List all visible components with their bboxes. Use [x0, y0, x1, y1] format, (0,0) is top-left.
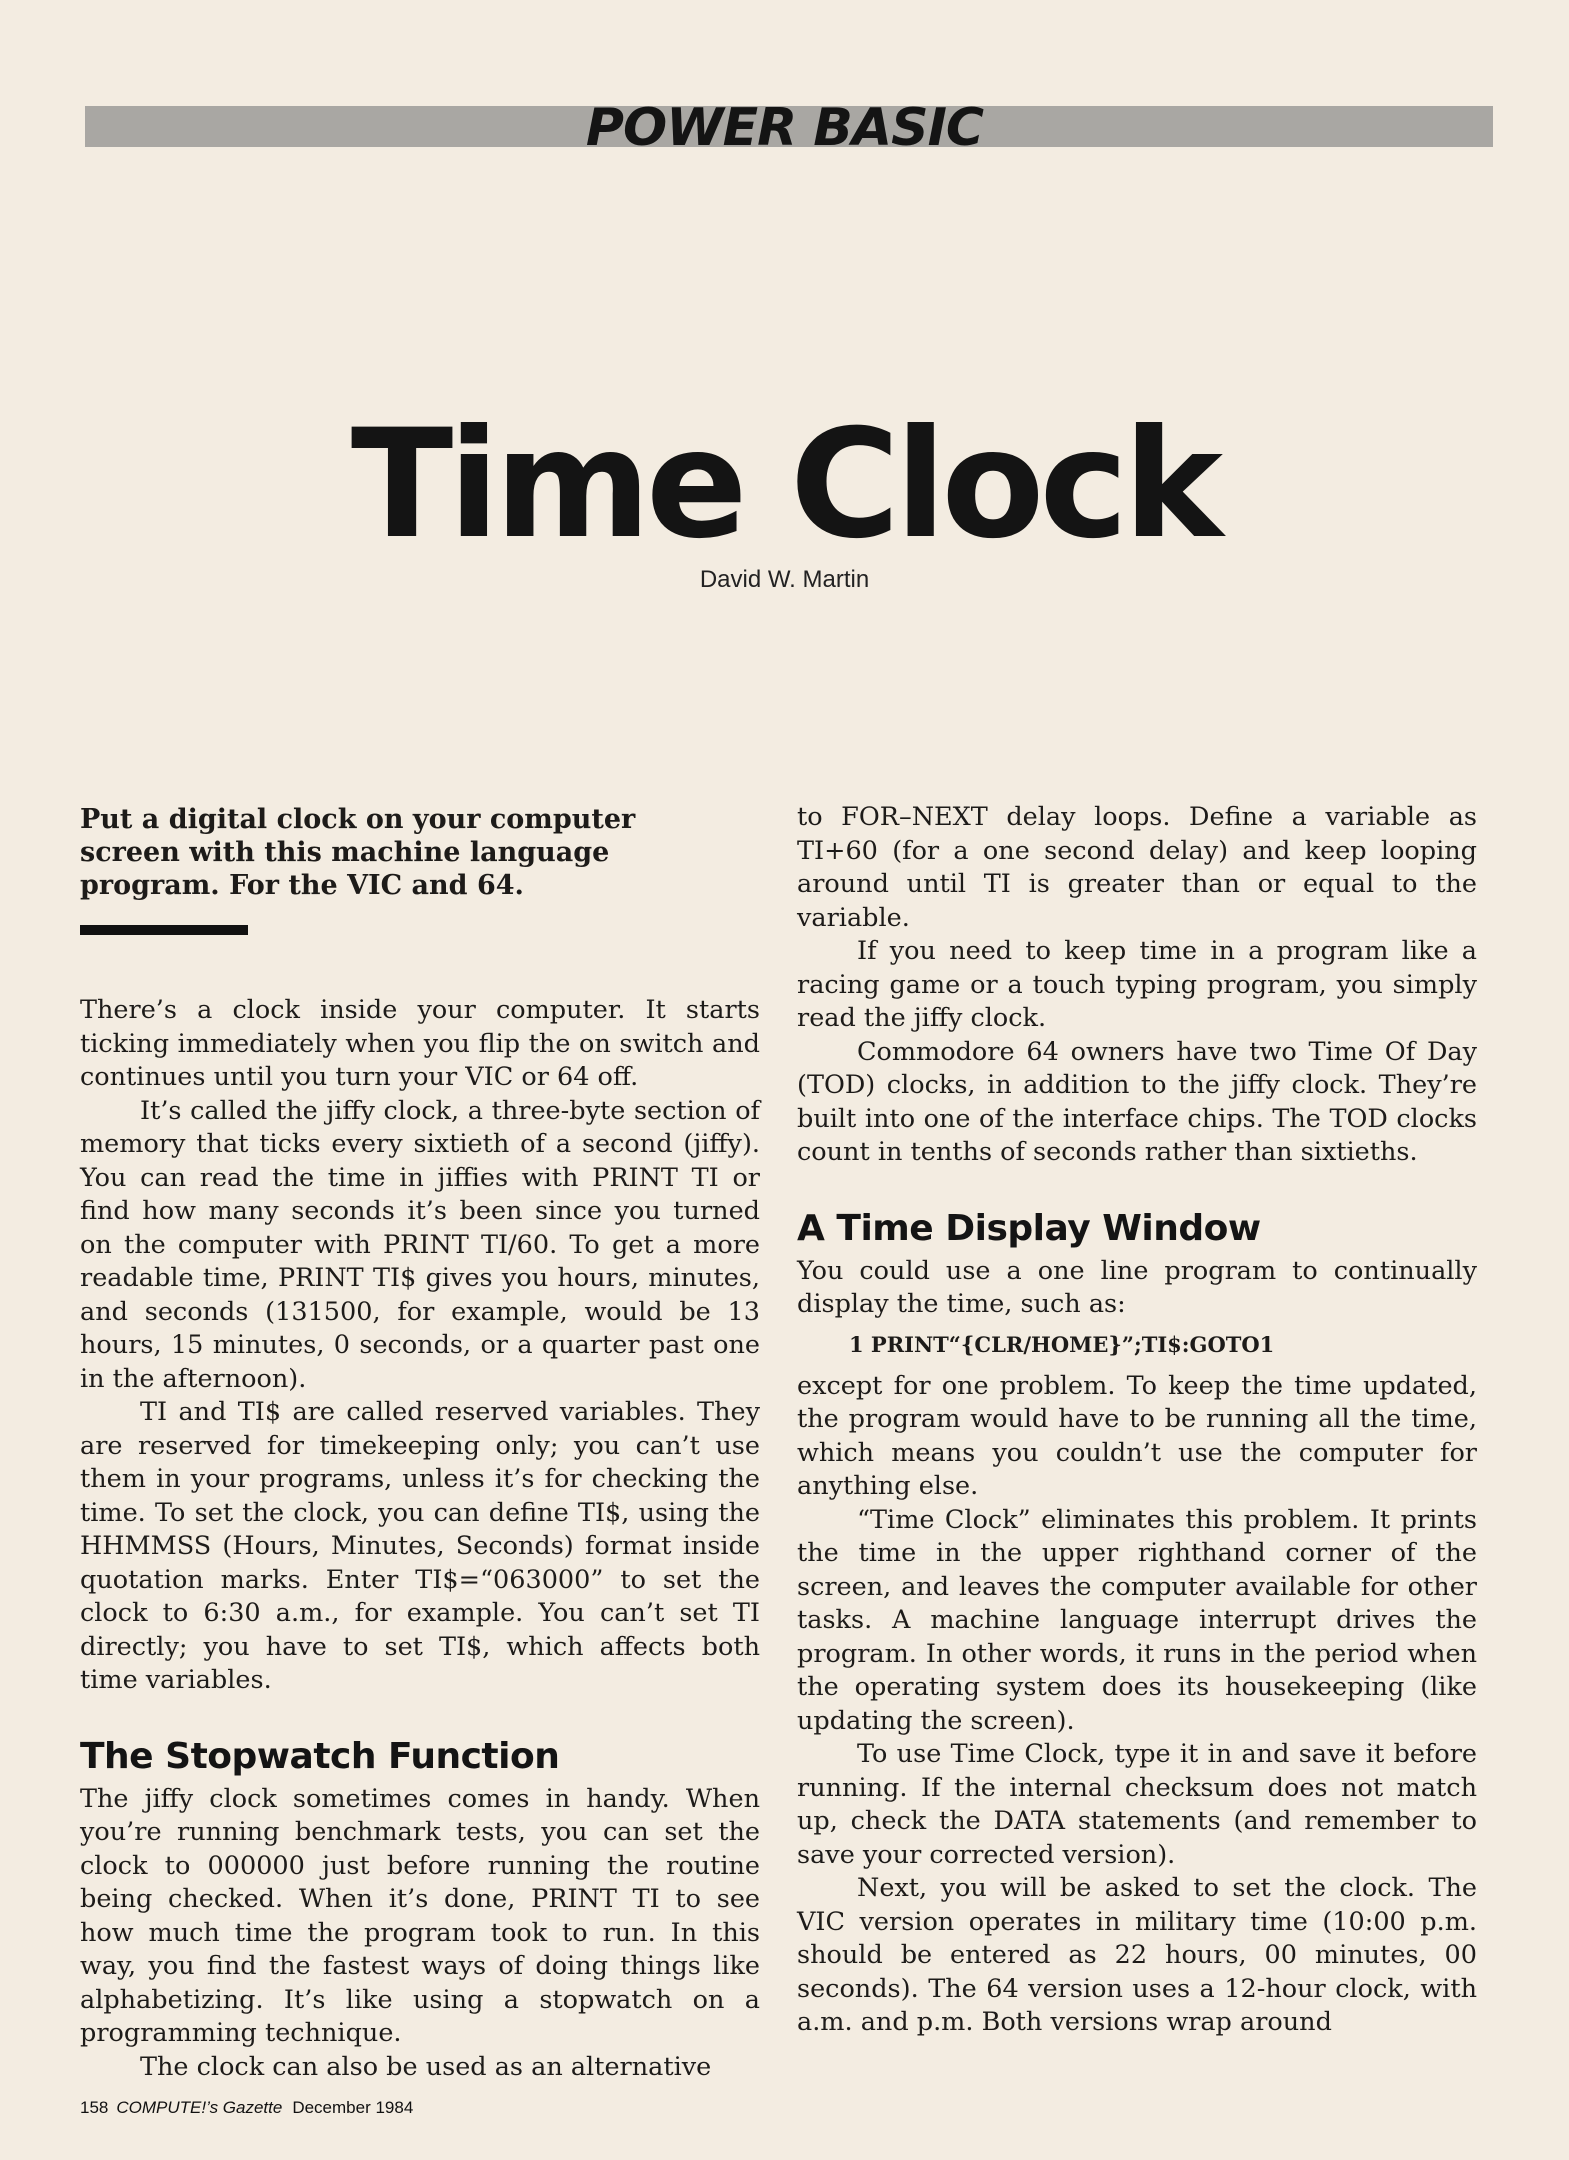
paragraph: except for one problem. To keep the time updated, the program would have to be running all the time, which means you couldn’t use the computer for anything else.	[797, 1370, 1477, 1501]
paragraph: To use Time Clock, type it in and save it before running. If the internal checksum does not match up, check the DATA statements (and remember to save your corrected version).	[797, 1739, 1477, 1870]
code-line: 1 PRINT“{CLR/HOME}”;TI$:GOTO1	[849, 1331, 1275, 1357]
section-heading-window: A Time Display Window	[797, 1207, 1261, 1249]
paragraph: “Time Clock” eliminates this problem. It prints the time in the upper righthand corner of the screen, and leaves the computer available for other tasks. A machine language interrupt drives the program. In other words, it runs in the period when the operating system does its housekeeping (like updating the screen).	[797, 1504, 1477, 1736]
article-title: Time Clock	[350, 398, 1219, 572]
article-lead: Put a digital clock on your computer screen with this machine language program. For the VIC and 64.	[80, 804, 636, 901]
left-column	[80, 994, 760, 2084]
paragraph: to FOR–NEXT delay loops. Define a variable as TI+60 (for a one second delay) and keep looping around until TI is greater than or equal to the variable.	[797, 802, 1477, 933]
paragraph: It’s called the jiffy clock, a three-byte section of memory that ticks every sixtieth of a second (jiffy). You can read the time in jiffies with PRINT TI or find how many seconds it’s been since you turned on the computer with PRINT TI/60. To get a more readable time, PRINT TI$ gives you hours, minutes, and seconds (131500, for example, would be 13 hours, 15 minutes, 0 seconds, or a quarter past one in the afternoon).	[80, 1095, 760, 1394]
paragraph: Next, you will be asked to set the clock. The VIC version operates in military time (10:00 p.m. should be entered as 22 hours, 00 minutes, 00 seconds). The 64 version uses a 12-hour clock, with a.m. and p.m. Both versions wrap around	[797, 1873, 1477, 2037]
paragraph: You could use a one line program to continually display the time, such as:	[797, 1255, 1477, 1319]
lead-rule	[80, 925, 248, 935]
page-number: 158	[80, 2098, 109, 2117]
byline: David W. Martin	[699, 566, 870, 593]
paragraph: Commodore 64 owners have two Time Of Day (TOD) clocks, in addition to the jiffy clock. They’re built into one of the interface chips. The TOD clocks count in tenths of seconds rather than sixtieths.	[797, 1036, 1477, 1167]
paragraph: TI and TI$ are called reserved variables. They are reserved for timekeeping only; you can’t use them in your programs, unless it’s for checking the time. To set the clock, you can define TI$, using the HHMMSS (Hours, Minutes, Seconds) format inside quotation marks. Enter TI$=“063000” to set the clock to 6:30 a.m., for example. You can’t set TI directly; you have to set TI$, which affects both time variables.	[80, 1397, 760, 1695]
magazine-name: COMPUTE!’s Gazette	[116, 2098, 283, 2117]
section-banner-title: POWER BASIC	[585, 98, 984, 158]
paragraph: The clock can also be used as an alternative	[140, 2051, 712, 2082]
issue-date: December 1984	[292, 2098, 414, 2117]
page-footer	[80, 2098, 413, 2118]
paragraph: If you need to keep time in a program like a racing game or a touch typing program, you simply read the jiffy clock.	[797, 936, 1477, 1033]
paragraph: The jiffy clock sometimes comes in handy. When you’re running benchmark tests, you can set the clock to 000000 just before running the routine being checked. When it’s done, PRINT TI to see how much time the program took to run. In this way, you find the fastest ways of doing things like alphabetizing. It’s like using a stopwatch on a programming technique.	[80, 1783, 760, 2048]
section-heading-stopwatch: The Stopwatch Function	[80, 1735, 560, 1777]
right-column	[797, 801, 1477, 2040]
paragraph: There’s a clock inside your computer. It starts ticking immediately when you flip the on switch and continues until you turn your VIC or 64 off.	[80, 995, 760, 1092]
